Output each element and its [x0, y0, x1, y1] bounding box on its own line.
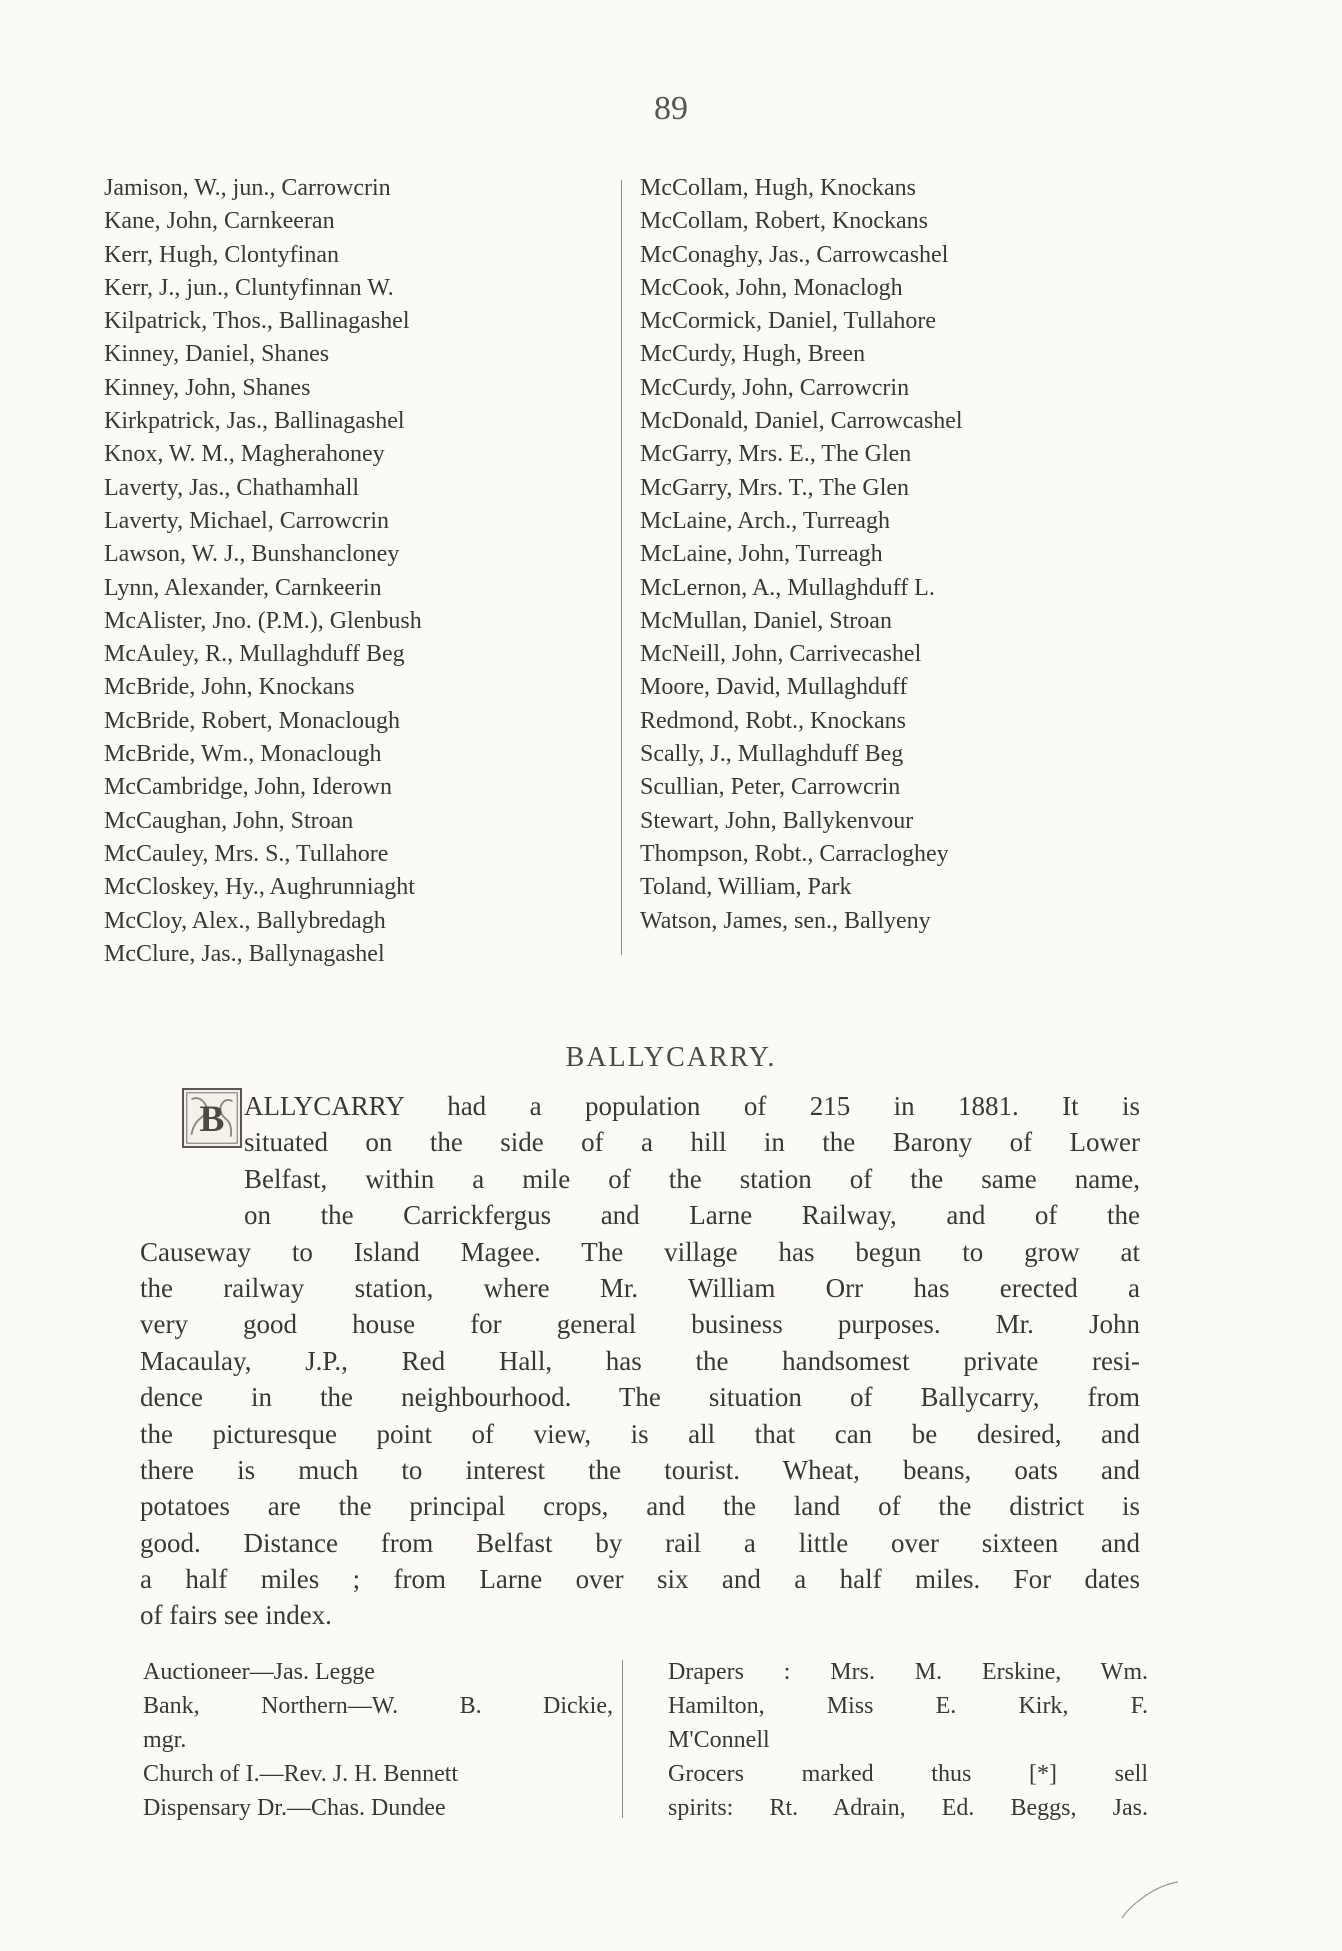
footer-left-column: [143, 1655, 613, 1825]
list-item: McBride, Wm., Monaclough: [104, 741, 382, 768]
body-line: ALLYCARRY had a population of 215 in 1881. It is: [244, 1091, 1140, 1121]
body-line: Belfast, within a mile of the station of the same name,: [244, 1163, 1140, 1194]
list-item: Auctioneer—Jas. Legge: [143, 1659, 375, 1685]
body-line: dence in the neighbourhood. The situation of Ballycarry, from: [140, 1382, 1140, 1413]
list-item: McBride, Robert, Monaclough: [104, 707, 400, 734]
list-item: Kirkpatrick, Jas., Ballinagashel: [104, 408, 405, 435]
footer-column-divider: [622, 1660, 623, 1818]
column-divider: [621, 180, 622, 955]
body-line: on the Carrickfergus and Larne Railway, and of the: [244, 1200, 1140, 1231]
body-line: the picturesque point of view, is all that can be desired, and: [140, 1418, 1140, 1449]
list-item: Knox, W. M., Magherahoney: [104, 441, 385, 468]
list-item: M'Connell: [668, 1727, 770, 1753]
list-item: McAlister, Jno. (P.M.), Glenbush: [104, 607, 422, 634]
list-item: McCaughan, John, Stroan: [104, 807, 354, 834]
list-item: mgr.: [143, 1727, 187, 1753]
list-item: McClure, Jas., Ballynagashel: [104, 940, 385, 967]
list-item: Dispensary Dr.—Chas. Dundee: [143, 1795, 446, 1821]
list-item: Grocers marked thus [*] sell: [668, 1761, 1148, 1787]
list-item: Laverty, Michael, Carrowcrin: [104, 507, 389, 534]
list-item: Toland, William, Park: [640, 874, 852, 901]
list-item: Hamilton, Miss E. Kirk, F.: [668, 1693, 1148, 1719]
list-item: McLaine, John, Turreagh: [640, 541, 883, 568]
list-item: McCurdy, John, Carrowcrin: [640, 374, 910, 401]
directory-left-column: [104, 172, 614, 971]
list-item: McLernon, A., Mullaghduff L.: [640, 574, 935, 601]
section-body: [140, 1088, 1140, 1634]
list-item: Kerr, Hugh, Clontyfinan: [104, 241, 339, 268]
directory-right-column: [640, 172, 1200, 938]
list-item: McMullan, Daniel, Stroan: [640, 607, 892, 634]
list-item: McCloskey, Hy., Aughrunniaght: [104, 874, 415, 901]
list-item: Kinney, John, Shanes: [104, 374, 311, 401]
list-item: McCambridge, John, Iderown: [104, 774, 392, 801]
body-line: potatoes are the principal crops, and the land of the district is: [140, 1491, 1140, 1522]
list-item: Scullian, Peter, Carrowcrin: [640, 774, 901, 801]
list-item: McCormick, Daniel, Tullahore: [640, 308, 936, 335]
list-item: McCauley, Mrs. S., Tullahore: [104, 840, 389, 867]
list-item: spirits: Rt. Adrain, Ed. Beggs, Jas.: [668, 1795, 1148, 1821]
list-item: Kane, John, Carnkeeran: [104, 208, 335, 235]
body-line: the railway station, where Mr. William Orr has erected a: [140, 1272, 1140, 1303]
list-item: Scally, J., Mullaghduff Beg: [640, 741, 904, 768]
list-item: McAuley, R., Mullaghduff Beg: [104, 641, 405, 668]
section-title: BALLYCARRY.: [565, 1042, 777, 1073]
list-item: McNeill, John, Carrivecashel: [640, 641, 922, 668]
list-item: McCloy, Alex., Ballybredagh: [104, 907, 386, 934]
list-item: McLaine, Arch., Turreagh: [640, 507, 890, 534]
body-line: very good house for general business purposes. Mr. John: [140, 1309, 1140, 1340]
list-item: McCollam, Hugh, Knockans: [640, 175, 916, 201]
list-item: McDonald, Daniel, Carrowcashel: [640, 408, 963, 435]
page-number: 89: [654, 90, 688, 127]
list-item: McCook, John, Monaclogh: [640, 274, 903, 301]
list-item: Lawson, W. J., Bunshancloney: [104, 541, 400, 568]
list-item: McConaghy, Jas., Carrowcashel: [640, 241, 949, 268]
list-item: Church of I.—Rev. J. H. Bennett: [143, 1761, 459, 1787]
list-item: Bank, Northern—W. B. Dickie,: [143, 1693, 613, 1719]
dropcap-letter: B: [199, 1099, 225, 1141]
list-item: McGarry, Mrs. T., The Glen: [640, 474, 910, 501]
list-item: Laverty, Jas., Chathamhall: [104, 474, 360, 501]
footer-right-column: [668, 1655, 1148, 1825]
pen-stroke-icon: [1120, 1880, 1180, 1920]
body-line: good. Distance from Belfast by rail a little over sixteen and: [140, 1527, 1140, 1558]
list-item: Lynn, Alexander, Carnkeerin: [104, 574, 382, 601]
list-item: McBride, John, Knockans: [104, 674, 355, 701]
list-item: Redmond, Robt., Knockans: [640, 707, 906, 734]
body-line: situated on the side of a hill in the Barony of Lower: [244, 1127, 1140, 1158]
list-item: Jamison, W., jun., Carrowcrin: [104, 175, 391, 201]
body-line: Causeway to Island Magee. The village has begun to grow at: [140, 1236, 1140, 1267]
list-item: McCurdy, Hugh, Breen: [640, 341, 866, 368]
body-line: of fairs see index.: [140, 1600, 332, 1631]
list-item: Moore, David, Mullaghduff: [640, 674, 908, 701]
body-line: Macaulay, J.P., Red Hall, has the handsomest private resi-: [140, 1345, 1140, 1376]
body-line: a half miles ; from Larne over six and a half miles. For dates: [140, 1564, 1140, 1595]
list-item: McGarry, Mrs. E., The Glen: [640, 441, 912, 468]
list-item: Kerr, J., jun., Cluntyfinnan W.: [104, 274, 394, 301]
list-item: Watson, James, sen., Ballyeny: [640, 907, 931, 934]
list-item: Kilpatrick, Thos., Ballinagashel: [104, 308, 410, 335]
list-item: McCollam, Robert, Knockans: [640, 208, 928, 235]
list-item: Kinney, Daniel, Shanes: [104, 341, 330, 368]
list-item: Stewart, John, Ballykenvour: [640, 807, 914, 834]
list-item: Thompson, Robt., Carracloghey: [640, 840, 949, 867]
body-line: there is much to interest the tourist. Wheat, beans, oats and: [140, 1454, 1140, 1485]
list-item: Drapers : Mrs. M. Erskine, Wm.: [668, 1659, 1148, 1685]
